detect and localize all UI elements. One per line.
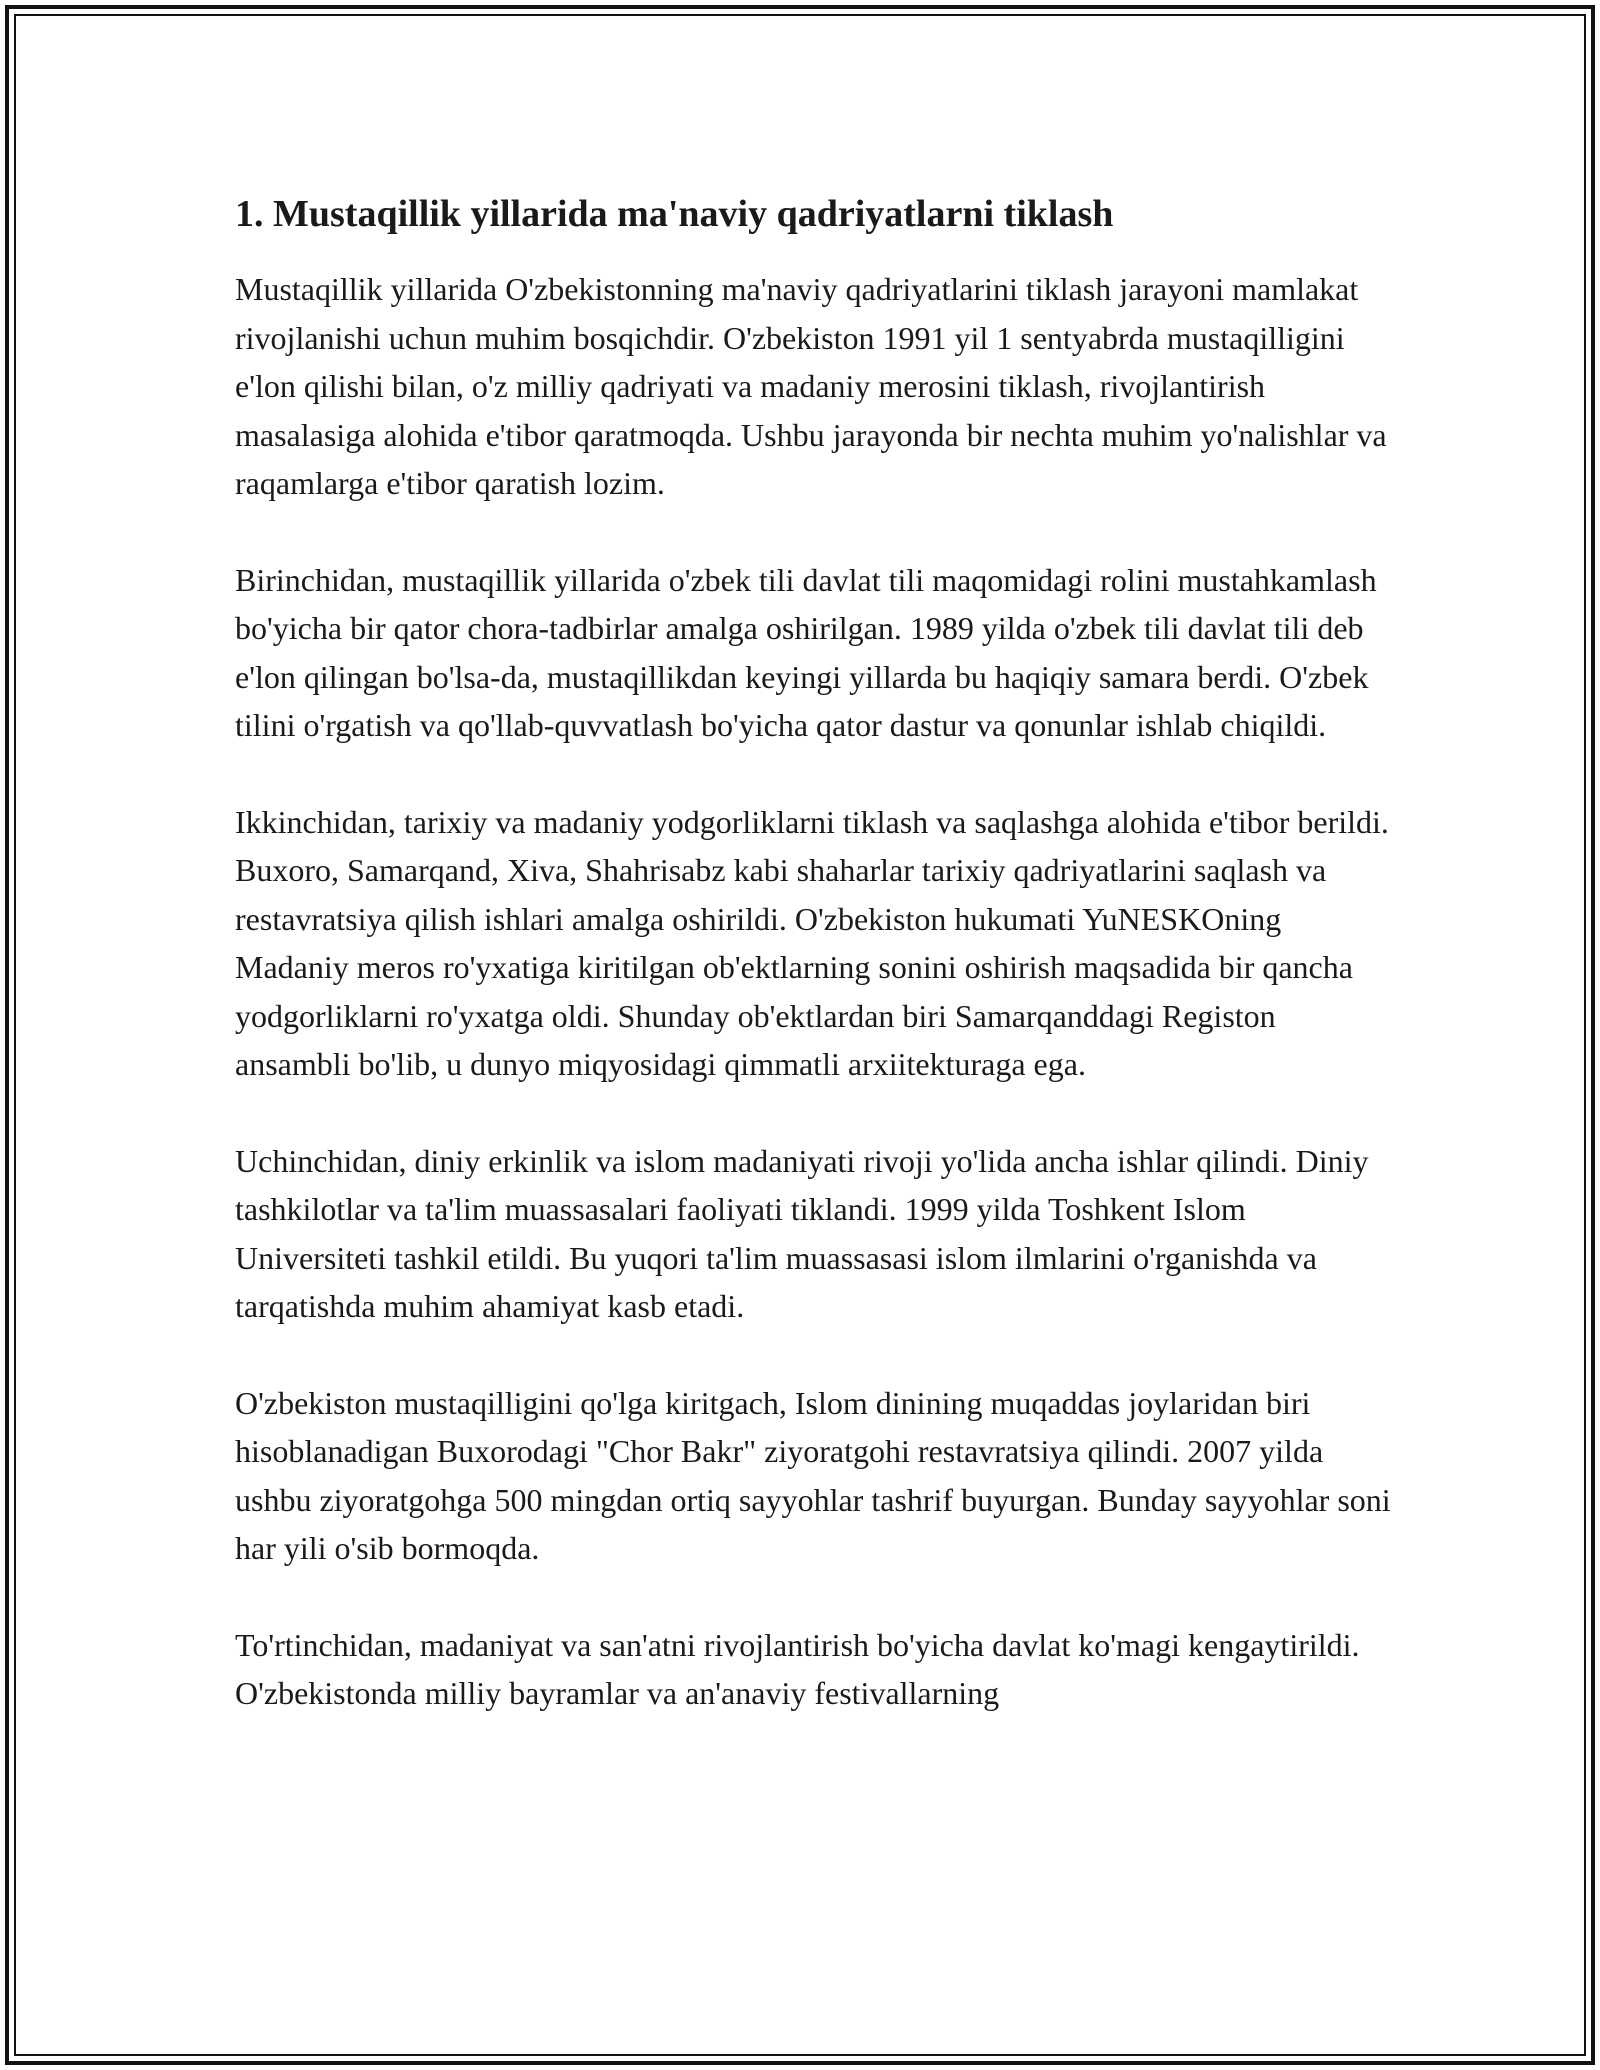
paragraph-intro: Mustaqillik yillarida O'zbekistonning ma'naviy qadriyatlarini tiklash jarayoni mamlakat rivojlanishi uchun muhim bosqichdir. O'zbekiston 1991 yil 1 sentyabrda mustaqilligini e'lon qilishi bilan, o'z milliy qadriyati va madaniy merosini tiklash, rivojlantirish masalasiga alohida e'tibor qaratmoqda. Ushbu jarayonda bir nechta muhim yo'nalishlar va raqamlarga e'tibor qaratish lozim.: [235, 271, 1387, 501]
paragraph-fourth-point: To'rtinchidan, madaniyat va san'atni rivojlantirish bo'yicha davlat ko'magi kengaytirildi. O'zbekistonda milliy bayramlar va an'anaviy festivallarning: [235, 1626, 1360, 1711]
paragraph-second-point: Ikkinchidan, tarixiy va madaniy yodgorliklarni tiklash va saqlashga alohida e'tibor berildi. Buxoro, Samarqand, Xiva, Shahrisabz kabi shaharlar tarixiy qadriyatlarini saqlash va restavratsiya qilish ishlari amalga oshirildi. O'zbekiston hukumati YuNESKOning Madaniy meros ro'yxatiga kiritilgan ob'ektlarning sonini oshirish maqsadida bir qancha yodgorliklarni ro'yxatga oldi. Shunday ob'ektlardan biri Samarqanddagi Registon ansambli bo'lib, u dunyo miqyosidagi qimmatli arxiitekturaga ega.: [235, 803, 1389, 1082]
section-heading: 1. Mustaqillik yillarida ma'naviy qadriyatlarni tiklash: [235, 193, 1114, 235]
paragraph-chor-bakr: O'zbekiston mustaqilligini qo'lga kiritgach, Islom dinining muqaddas joylaridan biri hisoblanadigan Buxorodagi "Chor Bakr" ziyoratgohi restavratsiya qilindi. 2007 yilda ushbu ziyoratgohga 500 mingdan ortiq sayyohlar tashrif buyurgan. Bunday sayyohlar soni har yili o'sib bormoqda.: [235, 1384, 1391, 1566]
paragraph-first-point: Birinchidan, mustaqillik yillarida o'zbek tili davlat tili maqomidagi rolini mustahkamlash bo'yicha bir qator chora-tadbirlar amalga oshirilgan. 1989 yilda o'zbek tili davlat tili deb e'lon qilingan bo'lsa-da, mustaqillikdan keyingi yillarda bu haqiqiy samara berdi. O'zbek tilini o'rgatish va qo'llab-quvvatlash bo'yicha qator dastur va qonunlar ishlab chiqildi.: [235, 561, 1377, 743]
document-body: [235, 185, 1395, 1766]
paragraph-third-point: Uchinchidan, diniy erkinlik va islom madaniyati rivoji yo'lida ancha ishlar qilindi. Diniy tashkilotlar va ta'lim muassasalari faoliyati tiklandi. 1999 yilda Toshkent Islom Universiteti tashkil etildi. Bu yuqori ta'lim muassasasi islom ilmlarini o'rganishda va tarqatishda muhim ahamiyat kasb etadi.: [235, 1142, 1369, 1324]
